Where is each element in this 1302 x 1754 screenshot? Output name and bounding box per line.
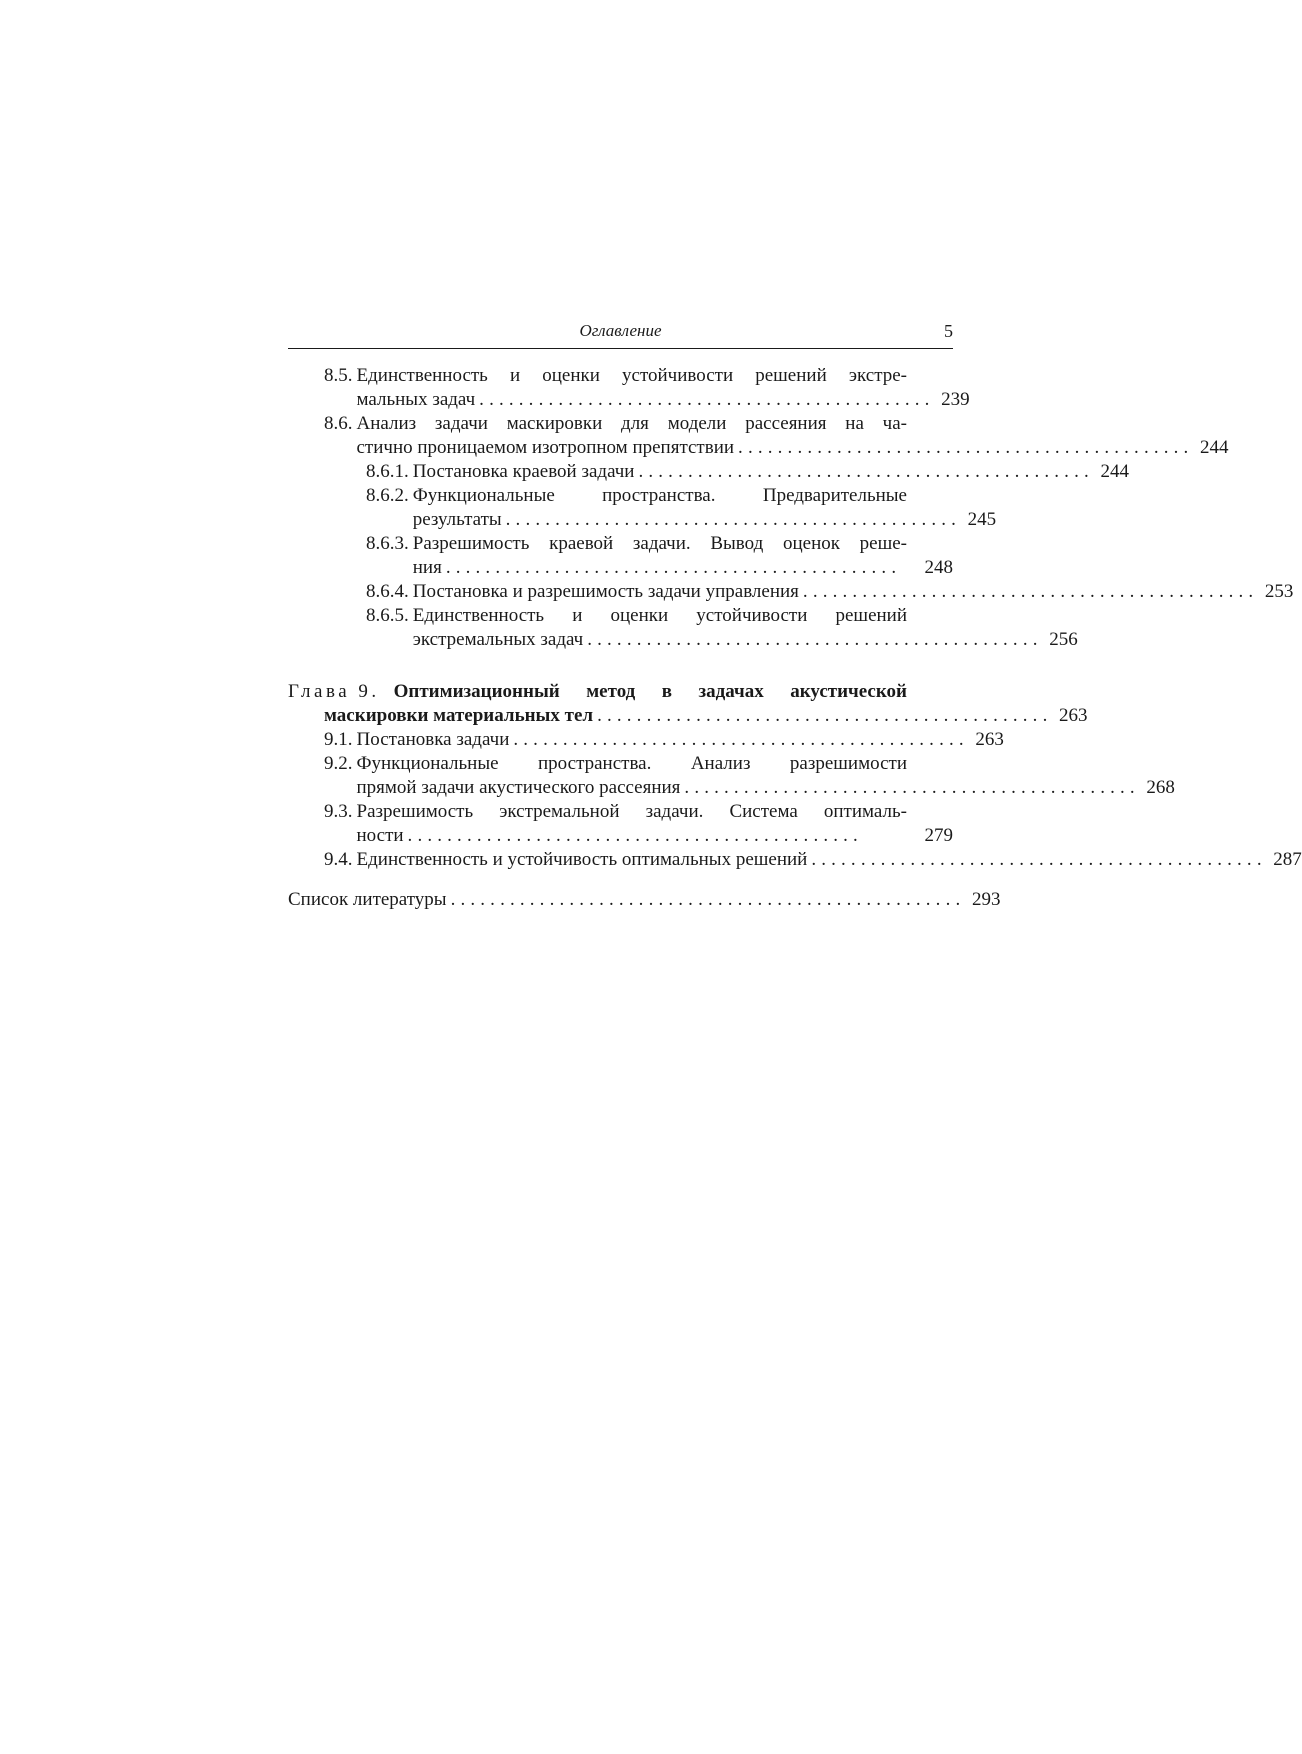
entry-title-line2: ния [412,557,442,578]
entry-page: 256 [1049,629,1078,650]
toc-entry-8-6[interactable] [288,412,1229,460]
dot-leader: . . . . . . . . . . . . . . . . . . . . . . . . . . . . . . . . . . . . . . . . . . . . . . [505,509,957,530]
table-of-contents [288,364,1302,912]
entry-title-line1: Единственность и оценки устойчивости решений [412,605,907,626]
entry-title: Постановка краевой задачи [412,461,635,482]
entry-title-line1: Разрешимость краевой задачи. Вывод оценок реше- [412,533,907,554]
chapter-title-line2: маскировки материальных тел [324,705,594,726]
chapter-title-line1: Оптимизационный метод в задачах акустической [393,681,907,702]
toc-entry-9-2[interactable] [288,752,1175,800]
entry-page: 244 [1200,437,1229,458]
toc-entry-8-6-4[interactable] [288,580,1294,604]
dot-leader: . . . . . . . . . . . . . . . . . . . . . . . . . . . . . . . . . . . . . . . . . . . . . . [684,777,1135,798]
page-header [288,318,953,349]
entry-title: Единственность и устойчивость оптимальных решений [356,849,808,870]
entry-title-line2: стично проницаемом изотропном препятствии [356,437,735,458]
entry-number: 8.6.2. [366,485,409,506]
entry-title-line1: Анализ задачи маскировки для модели рассеяния на ча- [356,413,907,434]
entry-page: 239 [941,389,970,410]
toc-bibliography[interactable] [288,888,1001,912]
entry-title-line2: прямой задачи акустического рассеяния [356,777,681,798]
entry-number: 9.3. [324,801,353,822]
toc-chapter-9-cont [288,704,1088,728]
entry-page: 248 [924,557,953,578]
entry-number: 8.6.1. [366,461,409,482]
toc-entry-8-6-2[interactable] [288,484,997,532]
bibliography-page: 293 [971,889,1001,910]
dot-leader: . . . . . . . . . . . . . . . . . . . . . . . . . . . . . . . . . . . . . . . . . . . . . . [802,581,1254,602]
entry-page: 245 [967,509,997,530]
entry-title-line2: мальных задач [356,389,476,410]
toc-entry-9-4[interactable] [288,848,1302,872]
dot-leader: . . . . . . . . . . . . . . . . . . . . . . . . . . . . . . . . . . . . . . . . . . . . . . [738,437,1189,458]
entry-title-line2: ности [356,825,404,846]
entry-title-line2: результаты [412,509,502,530]
toc-chapter-9[interactable] [288,680,953,704]
entry-title-line1: Функциональные пространства. Анализ разрешимости [356,753,907,774]
entry-number: 9.1. [324,729,353,750]
dot-leader: . . . . . . . . . . . . . . . . . . . . . . . . . . . . . . . . . . . . . . . . . . . . . . [513,729,964,750]
dot-leader: . . . . . . . . . . . . . . . . . . . . . . . . . . . . . . . . . . . . . . . . . . . . . . [587,629,1038,650]
entry-title: Постановка задачи [356,729,510,750]
entry-page: 244 [1100,461,1129,482]
entry-page: 263 [975,729,1004,750]
dot-leader: . . . . . . . . . . . . . . . . . . . . . . . . . . . . . . . . . . . . . . . . . . . . . . . . . . . . [450,889,961,910]
dot-leader: . . . . . . . . . . . . . . . . . . . . . . . . . . . . . . . . . . . . . . . . . . . . . . [638,461,1089,482]
entry-number: 9.4. [324,849,353,870]
dot-leader: . . . . . . . . . . . . . . . . . . . . . . . . . . . . . . . . . . . . . . . . . . . . . . [479,389,930,410]
dot-leader: . . . . . . . . . . . . . . . . . . . . . . . . . . . . . . . . . . . . . . . . . . . . . . [445,557,897,578]
entry-number: 8.6.5. [366,605,409,626]
page-number: 5 [944,321,953,341]
chapter-label: Глава 9. [288,681,380,702]
entry-title: Постановка и разрешимость задачи управления [412,581,799,602]
entry-page: 253 [1264,581,1294,602]
chapter-page: 263 [1059,705,1088,726]
dot-leader: . . . . . . . . . . . . . . . . . . . . . . . . . . . . . . . . . . . . . . . . . . . . . . [597,705,1048,726]
entry-title-line1: Функциональные пространства. Предварительные [412,485,907,506]
toc-entry-9-1[interactable] [288,728,1004,752]
entry-title-line1: Единственность и оценки устойчивости решений экстре- [356,365,907,386]
running-title: Оглавление [579,321,662,340]
toc-entry-8-6-1[interactable] [288,460,1129,484]
toc-entry-8-6-5[interactable] [288,604,1078,652]
entry-title-line2: экстремальных задач [412,629,584,650]
bibliography-label: Список литературы [288,889,447,910]
toc-entry-8-6-3[interactable] [288,532,953,580]
dot-leader: . . . . . . . . . . . . . . . . . . . . . . . . . . . . . . . . . . . . . . . . . . . . . . [407,825,858,846]
entry-number: 8.6.4. [366,581,409,602]
entry-number: 8.5. [324,365,353,386]
dot-leader: . . . . . . . . . . . . . . . . . . . . . . . . . . . . . . . . . . . . . . . . . . . . . . [811,849,1262,870]
entry-page: 287 [1273,849,1302,870]
toc-entry-8-5[interactable] [288,364,970,412]
entry-number: 8.6. [324,413,353,434]
entry-page: 279 [924,825,953,846]
entry-number: 9.2. [324,753,353,774]
toc-entry-9-3[interactable] [288,800,953,848]
entry-page: 268 [1146,777,1175,798]
entry-title-line1: Разрешимость экстремальной задачи. Система оптималь- [356,801,907,822]
entry-number: 8.6.3. [366,533,409,554]
